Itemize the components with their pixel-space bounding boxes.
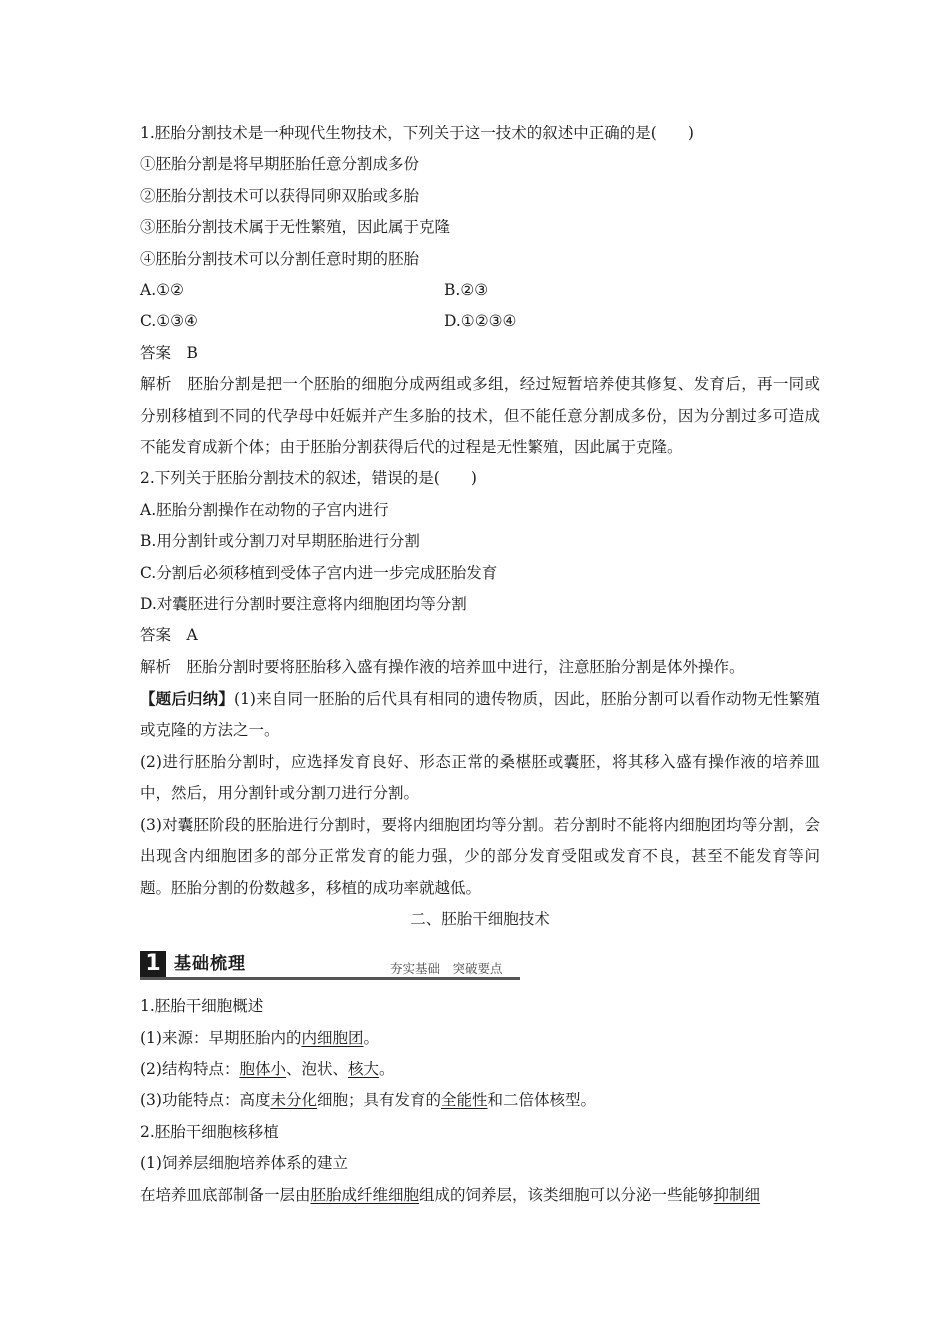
content-sub-1: (1)饲养层细胞培养体系的建立 bbox=[140, 1154, 348, 1173]
q2-stem: 2.下列关于胚胎分割技术的叙述，错误的是( ) bbox=[140, 469, 477, 488]
blank-structure-2: 核大 bbox=[348, 1060, 380, 1079]
banner-rule bbox=[140, 977, 520, 980]
blank-source: 内细胞团 bbox=[301, 1028, 364, 1047]
q1-stem: 1.胚胎分割技术是一种现代生物技术，下列关于这一技术的叙述中正确的是( ) bbox=[140, 124, 694, 142]
content-heading-2: 2.胚胎干细胞核移植 bbox=[140, 1122, 279, 1141]
q1-item-2: ②胚胎分割技术可以获得同卵双胎或多胎 bbox=[140, 186, 420, 205]
blank-feeder-1: 胚胎成纤维细胞 bbox=[310, 1185, 420, 1204]
q1-options-row-2 bbox=[140, 306, 820, 337]
q2-option-c: C.分割后必须移植到受体子宫内进一步完成胚胎发育 bbox=[140, 563, 498, 582]
q1-option-a: A.①② bbox=[140, 280, 184, 299]
content-heading-1: 1.胚胎干细胞概述 bbox=[140, 997, 264, 1016]
banner-subtitle: 夯实基础 突破要点 bbox=[390, 961, 503, 977]
blank-function-1: 未分化 bbox=[270, 1091, 317, 1110]
summary-p1: 【题后归纳】(1)来自同一胚胎的后代具有相同的遗传物质，因此，胚胎分割可以看作动物无性繁殖或克隆的方法之一。 bbox=[140, 689, 820, 740]
q1-item-1: ①胚胎分割是将早期胚胎任意分割成多份 bbox=[140, 155, 420, 174]
q2-analysis: 解析 胚胎分割时要将胚胎移入盛有操作液的培养皿中进行，注意胚胎分割是体外操作。 bbox=[140, 657, 745, 676]
q1-options-row-1 bbox=[140, 275, 820, 306]
section-title: 二、胚胎干细胞技术 bbox=[410, 909, 550, 928]
q1-option-c: C.①③④ bbox=[140, 312, 198, 331]
blank-structure-1: 胞体小 bbox=[239, 1060, 286, 1079]
blank-feeder-2: 抑制细 bbox=[713, 1185, 761, 1204]
q1-analysis: 解析 胚胎分割是把一个胚胎的细胞分成两组或多组，经过短暂培养使其修复、发育后，再一同或分别移植到不同的代孕母中妊娠并产生多胎的技术，但不能任意分割成多份，因为分割过多可造成不能发育成新个体；由于胚胎分割获得后代的过程是无性繁殖，因此属于克隆。 bbox=[140, 375, 820, 456]
q1-item-4: ④胚胎分割技术可以分割任意时期的胚胎 bbox=[140, 249, 420, 268]
feeder-layer-line: 在培养皿底部制备一层由胚胎成纤维细胞组成的饲养层，该类细胞可以分泌一些能够抑制细 bbox=[140, 1185, 761, 1204]
page-content bbox=[140, 118, 820, 1211]
summary-p3: (3)对囊胚阶段的胚胎进行分割时，要将内细胞团均等分割。若分割时不能将内细胞团均等分割，会出现含内细胞团多的部分正常发育的能力强，少的部分发育受阻或发育不良，甚至不能发育等问题。胚胎分割的份数越多，移植的成功率就越低。 bbox=[140, 815, 820, 897]
structure-line: (2)结构特点：胞体小、泡状、核大。 bbox=[140, 1060, 395, 1079]
summary-p2: (2)进行胚胎分割时，应选择发育良好、形态正常的桑椹胚或囊胚，将其移入盛有操作液的培养皿中，然后，用分割针或分割刀进行分割。 bbox=[140, 752, 820, 803]
q2-option-a: A.胚胎分割操作在动物的子宫内进行 bbox=[140, 500, 389, 519]
source-line: (1)来源：早期胚胎内的内细胞团。 bbox=[140, 1028, 379, 1047]
blank-function-2: 全能性 bbox=[441, 1091, 488, 1110]
q1-answer: 答案 B bbox=[140, 343, 198, 362]
q1-item-3: ③胚胎分割技术属于无性繁殖，因此属于克隆 bbox=[140, 218, 451, 237]
banner-number: 1 bbox=[140, 951, 166, 977]
q1-option-b: B.②③ bbox=[444, 280, 489, 299]
section-banner bbox=[140, 941, 820, 981]
banner-title: 基础梳理 bbox=[174, 954, 246, 975]
q1-option-d: D.①②③④ bbox=[444, 312, 517, 331]
summary-tag: 【题后归纳】 bbox=[140, 689, 235, 709]
q2-answer: 答案 A bbox=[140, 626, 198, 645]
q2-option-b: B.用分割针或分割刀对早期胚胎进行分割 bbox=[140, 532, 420, 551]
function-line: (3)功能特点：高度未分化细胞；具有发育的全能性和二倍体核型。 bbox=[140, 1091, 597, 1110]
q2-option-d: D.对囊胚进行分割时要注意将内细胞团均等分割 bbox=[140, 594, 467, 613]
